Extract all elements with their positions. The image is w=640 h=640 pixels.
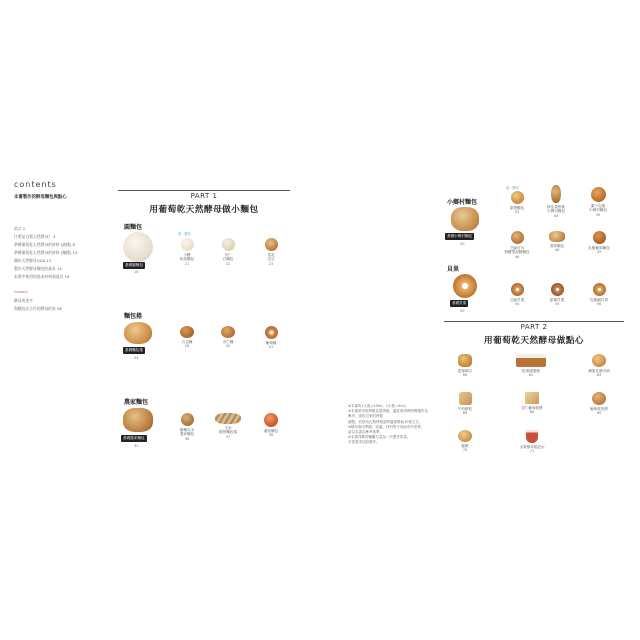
sweet-photo <box>458 354 472 367</box>
bread-photo <box>181 238 194 251</box>
note-line: ※本書刊載的麵團分量為一次製作的量， <box>348 435 411 440</box>
bread-item[interactable] <box>580 231 618 255</box>
category-label: 農家麵包 <box>124 399 149 406</box>
bread-item[interactable] <box>538 185 574 218</box>
category-badge: 基礎麵包捲 <box>125 348 143 352</box>
item-name: 杏仁麵 <box>222 340 234 344</box>
item-name: 杏仁葡萄乾餅 <box>521 406 543 410</box>
page-number: 70 <box>462 448 468 453</box>
item-name: 鬆餅 <box>461 444 469 448</box>
page-number: 21 <box>184 261 190 266</box>
toc-item: 什麼是自製天然酵母？ 4 <box>14 234 56 239</box>
page-number: 49 <box>596 250 602 255</box>
column-item: 與麵包店合作的酵母的家 58 <box>14 306 62 311</box>
sweet-item[interactable] <box>448 354 482 378</box>
bread-item-main[interactable] <box>444 274 486 298</box>
bread-item[interactable] <box>256 413 286 438</box>
bread-item-main[interactable] <box>118 408 158 432</box>
bread-photo <box>551 283 564 296</box>
page-number: 69 <box>596 411 602 416</box>
note-line: 調整。若使用瓦斯烤箱請將溫度降低10度左右。 <box>348 419 423 424</box>
item-name: 巧克麵 <box>181 340 193 344</box>
item-name: 蘋果乳酪可頌 <box>588 369 610 373</box>
bread-item[interactable] <box>540 283 574 307</box>
note-line: ※本書的1大匙=15ml，1小匙=5ml。 <box>348 404 409 408</box>
bread-photo <box>511 283 524 296</box>
item-name: 無花果核桃 小鄉村麵包 <box>547 205 565 214</box>
page-number: 68 <box>529 410 535 415</box>
bread-photo <box>511 231 524 244</box>
toc-item: 製作天然酵母麵包的基本 14 <box>14 266 62 271</box>
category-label: 貝果 <box>447 266 460 273</box>
page-number: 18 <box>134 270 139 274</box>
item-name: 栗子乳酪 小鄉村麵包 <box>589 204 607 213</box>
part2-title: 用葡萄乾天然酵母做點心 <box>483 336 585 346</box>
page-number: 32 <box>134 444 139 448</box>
page-number: 40 <box>460 242 465 246</box>
bread-photo <box>593 231 606 244</box>
part2-rule <box>444 321 624 322</box>
bread-item[interactable] <box>256 326 286 350</box>
item-name: 藍莓貝果 <box>549 298 565 302</box>
contents-subtitle: 本書製作的酥母麵包與點心 <box>14 195 67 200</box>
note-line: 請以本書為參考基準。 <box>348 430 383 435</box>
part1-label: PART 1 <box>190 192 218 200</box>
item-name: 乾果磅蛋糕 <box>522 369 540 373</box>
bread-item[interactable] <box>540 231 574 253</box>
sweet-item[interactable] <box>578 354 620 378</box>
bread-item[interactable] <box>256 238 286 266</box>
bread-item[interactable] <box>580 283 618 307</box>
toc-item: 本書中使用的基本材料與道具 16 <box>14 274 70 279</box>
item-name: 藍莓瑪芬 <box>457 369 473 373</box>
note-line: ※酵母會因季節、室溫、材料等不同而有所差異， <box>348 424 425 429</box>
item-name: 燕麥麵包 <box>549 244 565 248</box>
bread-photo <box>511 191 524 204</box>
page-number: 24 <box>134 356 139 360</box>
bread-photo <box>222 238 235 251</box>
page-number: 36 <box>184 436 190 441</box>
column-label: Column <box>14 290 28 294</box>
sweet-item[interactable] <box>448 392 482 416</box>
page-number: 45 <box>595 212 601 217</box>
sweet-photo <box>458 430 472 442</box>
variation-note: 基・變化 <box>178 232 191 236</box>
item-name: 酵種瓜米 農家麵包 <box>179 428 195 437</box>
item-name: 甜橙麵包 <box>509 206 525 210</box>
part2-label: PART 2 <box>520 323 548 331</box>
bread-item[interactable] <box>213 413 243 439</box>
item-name: 葡萄麵 <box>265 341 277 345</box>
bread-item[interactable] <box>498 231 536 259</box>
bread-photo <box>215 413 241 424</box>
part1-title: 用葡萄乾天然酵母做小麵包 <box>149 205 259 215</box>
item-name: 牛奶餅乾 <box>457 407 473 411</box>
page-number: 66 <box>462 411 468 416</box>
toc-item: 前言 2 <box>14 226 26 231</box>
bread-photo <box>551 185 561 203</box>
bread-photo <box>453 274 477 298</box>
bread-item[interactable] <box>172 413 202 441</box>
sweet-item[interactable] <box>448 430 482 453</box>
bread-photo <box>549 231 565 242</box>
toc-item: 準備葡萄乾天然酵母的材料 [麵種] 10 <box>14 250 78 255</box>
page-number: 31 <box>268 345 274 350</box>
bread-item[interactable] <box>580 187 616 217</box>
column-item: 酵母的更多 <box>14 298 33 303</box>
bread-photo <box>265 326 278 339</box>
bread-item[interactable] <box>172 238 202 266</box>
item-name: 小糖 奶油麵包 <box>179 253 195 262</box>
bread-item[interactable] <box>213 238 243 266</box>
category-label: 麵包捲 <box>124 313 143 320</box>
page-number: 44 <box>553 213 559 218</box>
item-name: 菜花 瓜豆 <box>267 253 275 262</box>
toc-item: 準備葡萄乾天然酵母的材料 [液種] 8 <box>14 242 75 247</box>
bread-photo <box>221 326 235 338</box>
bread-photo <box>123 232 153 262</box>
notes-block <box>348 404 428 446</box>
sweet-photo <box>459 392 472 405</box>
sweet-photo <box>526 430 538 443</box>
bread-item-main[interactable] <box>118 232 158 262</box>
note-line: ※本書使用的烤箱為電烤箱，溫度與烘烤時間僅作為參考，請依自家的烤箱 <box>348 409 428 419</box>
page-number: 46 <box>514 254 520 259</box>
sweet-item[interactable] <box>510 430 554 454</box>
sweet-item[interactable] <box>510 354 552 378</box>
item-name: 芝麻貝果 <box>509 298 525 302</box>
note-line: 可依需求加倍製作。 <box>348 440 380 445</box>
bread-item-main[interactable] <box>118 322 158 344</box>
sweet-photo <box>525 392 539 404</box>
page-number: 23 <box>268 261 274 266</box>
bread-photo <box>265 238 278 251</box>
category-badge: 基礎貝果 <box>452 301 467 305</box>
page-number: 60 <box>462 373 468 378</box>
sweet-photo <box>592 354 606 367</box>
bread-item[interactable] <box>213 326 243 349</box>
bread-photo <box>123 408 153 432</box>
page-number: 56 <box>596 302 602 307</box>
part1-rule <box>118 190 290 191</box>
category-badge: 基礎農家麵包 <box>123 436 145 440</box>
item-name: 水果酵母氣泡水 <box>519 445 545 449</box>
category-badge: 基礎小鄉村麵包 <box>447 234 473 238</box>
page-number: 62 <box>528 373 534 378</box>
category-badge: 基礎圓麵包 <box>125 263 143 267</box>
sweet-item[interactable] <box>578 392 620 416</box>
item-name: 乳酪葡萄麵包 <box>588 246 610 250</box>
bread-photo <box>591 187 606 202</box>
toc-item: 關於天然酵母Q&A 12 <box>14 258 52 263</box>
sweet-photo <box>592 392 606 405</box>
item-name: 乳酪鹹貝果 <box>590 298 608 302</box>
item-name: 玉米 穀物麵包捲 <box>219 426 237 435</box>
page-number: 48 <box>554 248 560 253</box>
bread-item-main[interactable] <box>444 207 486 231</box>
bread-photo <box>593 283 606 296</box>
bread-item[interactable] <box>172 326 202 349</box>
bread-photo <box>180 326 194 338</box>
page-number: 28 <box>184 344 190 349</box>
page-number: 22 <box>225 261 231 266</box>
bread-item[interactable] <box>500 191 534 215</box>
item-name: 葡萄乾煎餅 <box>590 407 608 411</box>
sweet-item[interactable] <box>512 392 552 415</box>
variation-note: 基・變化 <box>506 186 519 190</box>
page-number: 55 <box>554 302 560 307</box>
item-name: 杏仁 白麵包 <box>222 253 234 262</box>
item-name: 番茄麵包 <box>263 429 279 433</box>
page-number: 64 <box>596 373 602 378</box>
category-label: 圓麵包 <box>124 224 143 231</box>
bread-item[interactable] <box>500 283 534 307</box>
bread-photo <box>124 322 152 344</box>
bread-photo <box>181 413 194 426</box>
page-number: 38 <box>268 433 274 438</box>
bread-photo <box>451 207 479 231</box>
item-name: 芝麻可可 無糖型混糖麵包 <box>504 246 530 255</box>
page-number: 54 <box>514 302 520 307</box>
page-number: 43 <box>514 210 520 215</box>
contents-title: contents <box>14 180 57 189</box>
sweet-photo <box>516 354 546 367</box>
page-number: 30 <box>225 344 231 349</box>
page-number: 71 <box>529 449 535 454</box>
bread-photo <box>264 413 278 427</box>
page-number: 50 <box>460 309 465 313</box>
page-number: 37 <box>225 434 231 439</box>
category-label: 小鄉村麵包 <box>447 199 478 206</box>
